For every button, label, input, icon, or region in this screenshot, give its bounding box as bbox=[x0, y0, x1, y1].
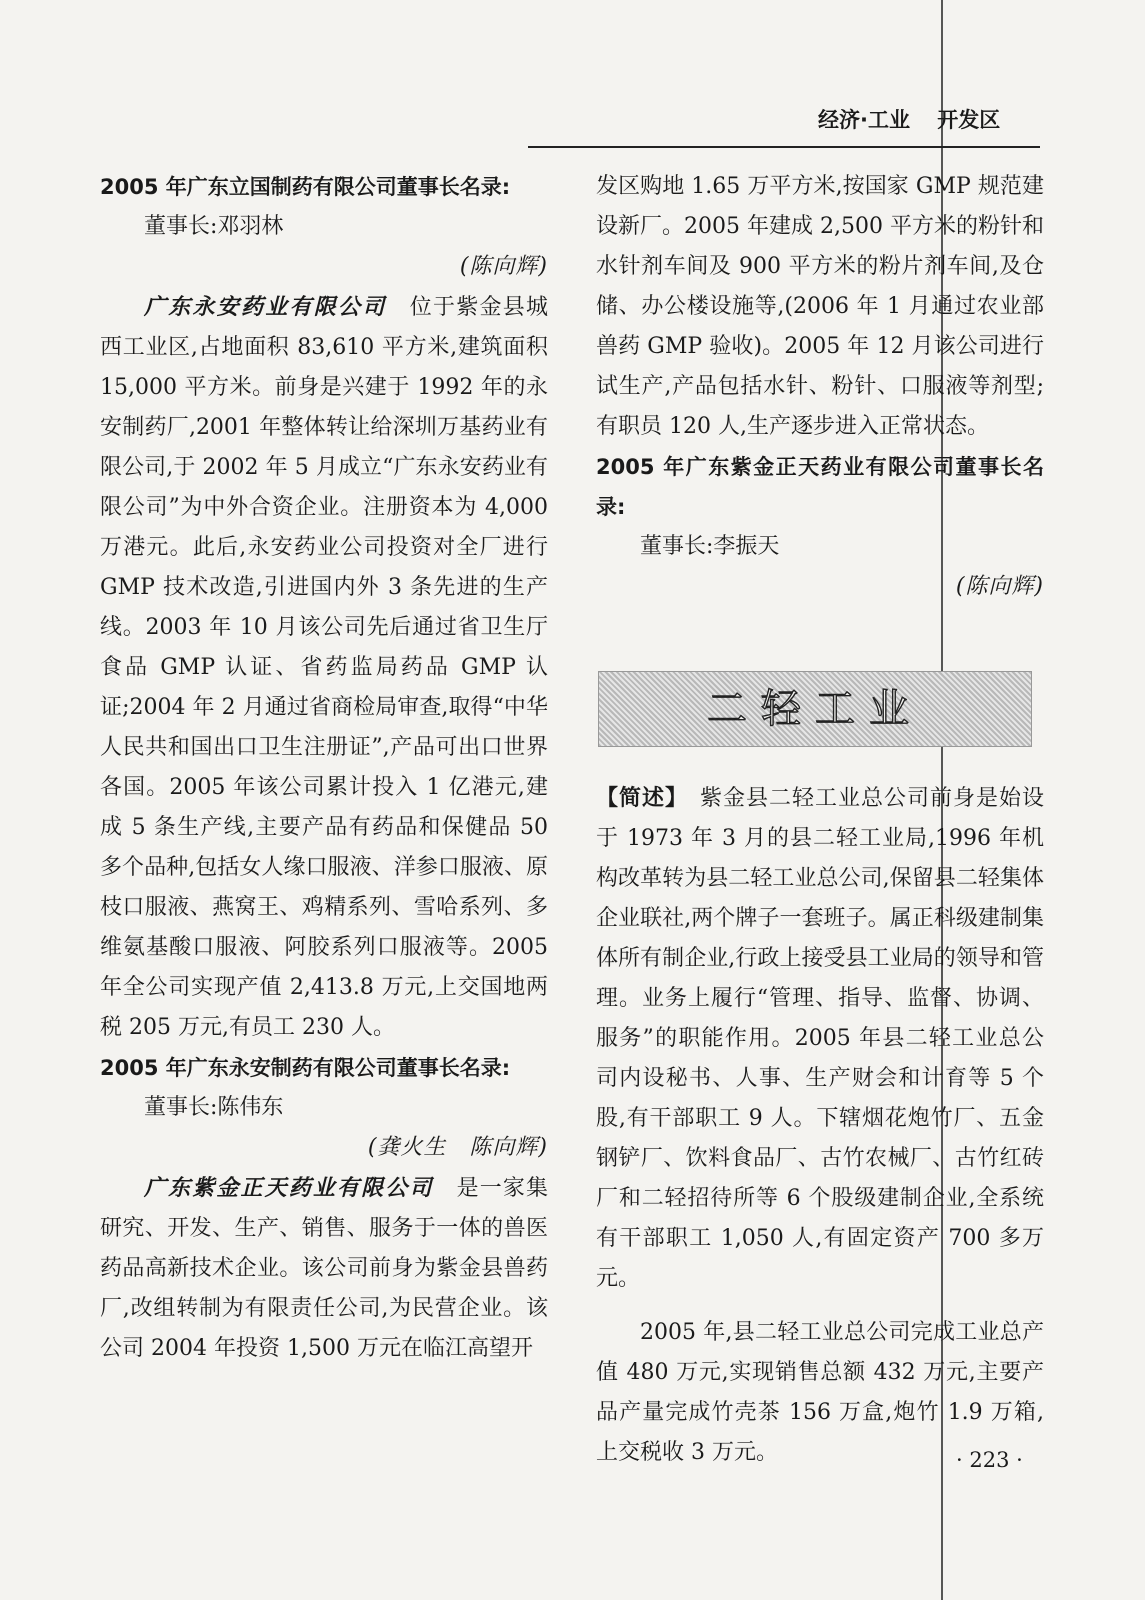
chairman-list-heading: 2005 年广东永安制药有限公司董事长名录: bbox=[100, 1056, 511, 1080]
author-credit: (龚火生 陈向辉) bbox=[367, 1135, 548, 1160]
overview-paragraph bbox=[596, 779, 1044, 1299]
company-entry bbox=[100, 287, 548, 1048]
right-column bbox=[596, 167, 1044, 1473]
left-column bbox=[100, 167, 548, 1369]
author-credit: (陈向辉) bbox=[955, 574, 1044, 599]
chairman-list-heading: 2005 年广东紫金正天药业有限公司董事长名录: bbox=[596, 455, 1044, 519]
header-section: 开发区 bbox=[937, 108, 1001, 132]
company-name: 广东紫金正天药业有限公司 bbox=[144, 1175, 434, 1201]
section-title: 二轻工业 bbox=[707, 686, 923, 732]
header-rule bbox=[528, 146, 1040, 148]
chairman-list-heading: 2005 年广东立国制药有限公司董事长名录: bbox=[100, 175, 511, 199]
page-number: · 223 · bbox=[956, 1448, 1023, 1472]
company-name: 广东永安药业有限公司 bbox=[144, 294, 387, 320]
chairman-name: 董事长:李振天 bbox=[640, 534, 780, 559]
body-paragraph: 2005 年,县二轻工业总公司完成工业总产值 480 万元,实现销售总额 432 万元,主要产品产量完成竹壳茶 156 万盒,炮竹 1.9 万箱,上交税收 3 万元。 bbox=[596, 1320, 1044, 1465]
overview-tag: 【简述】 bbox=[596, 786, 677, 811]
section-title-banner bbox=[598, 671, 1032, 747]
chairman-name: 董事长:陈伟东 bbox=[144, 1095, 284, 1120]
continued-paragraph: 发区购地 1.65 万平方米,按国家 GMP 规范建设新厂。2005 年建成 2,500 平方米的粉针和水针剂车间及 900 平方米的粉片剂车间,及仓储、办公楼设施等,(2006 年 1 月通过农业部兽药 GMP 验收)。2005 年 12 月该公司进行试生产,产品包括水针、粉针、口服液等剂型;有职员 120 人,生产逐步进入正常状态。 bbox=[596, 174, 1044, 439]
company-description: 是一家集研究、开发、生产、销售、服务于一体的兽医药品高新技术企业。该公司前身为紫金县兽药厂,改组转制为有限责任公司,为民营企业。该公司 2004 年投资 1,500 万元在临江高望开 bbox=[100, 1176, 548, 1361]
running-header bbox=[818, 104, 1000, 134]
chairman-name: 董事长:邓羽林 bbox=[144, 214, 284, 239]
author-credit: (陈向辉) bbox=[459, 254, 548, 279]
header-category: 经济·工业 bbox=[818, 108, 910, 132]
company-entry bbox=[100, 1168, 548, 1369]
company-description: 位于紫金县城西工业区,占地面积 83,610 平方米,建筑面积 15,000 平方米。前身是兴建于 1992 年的永安制药厂,2001 年整体转让给深圳万基药业有限公司,于 2002 年 5 月成立“广东永安药业有限公司”为中外合资企业。注册资本为 4,000 万港元。此后,永安药业公司投资对全厂进行 GMP 技术改造,引进国内外 3 条先进的生产线。2003 年 10 月该公司先后通过省卫生厅食品 GMP 认证、省药监局药品 GMP 认证;2004 年 2 月通过省商检局审查,取得“中华人民共和国出口卫生注册证”,产品可出口世界各国。2005 年该公司累计投入 1 亿港元,建成 5 条生产线,主要产品有药品和保健品 50 多个品种,包括女人缘口服液、洋参口服液、原枝口服液、燕窝王、鸡精系列、雪哈系列、多维氨基酸口服液、阿胶系列口服液等。2005 年全公司实现产值 2,413.8 万元,上交国地两税 205 万元,有员工 230 人。 bbox=[100, 295, 548, 1040]
overview-text: 紫金县二轻工业总公司前身是始设于 1973 年 3 月的县二轻工业局,1996 年机构改革转为县二轻工业总公司,保留县二轻集体企业联社,两个牌子一套班子。属正科级建制集体所有制企业,行政上接受县工业局的领导和管理。业务上履行“管理、指导、监督、协调、服务”的职能作用。2005 年县二轻工业总公司内设秘书、人事、生产财会和计育等 5 个股,有干部职工 9 人。下辖烟花炮竹厂、五金钢铲厂、饮料食品厂、古竹农械厂、古竹红砖厂和二轻招待所等 6 个股级建制企业,全系统有干部职工 1,050 人,有固定资产 700 多万元。 bbox=[596, 786, 1044, 1291]
